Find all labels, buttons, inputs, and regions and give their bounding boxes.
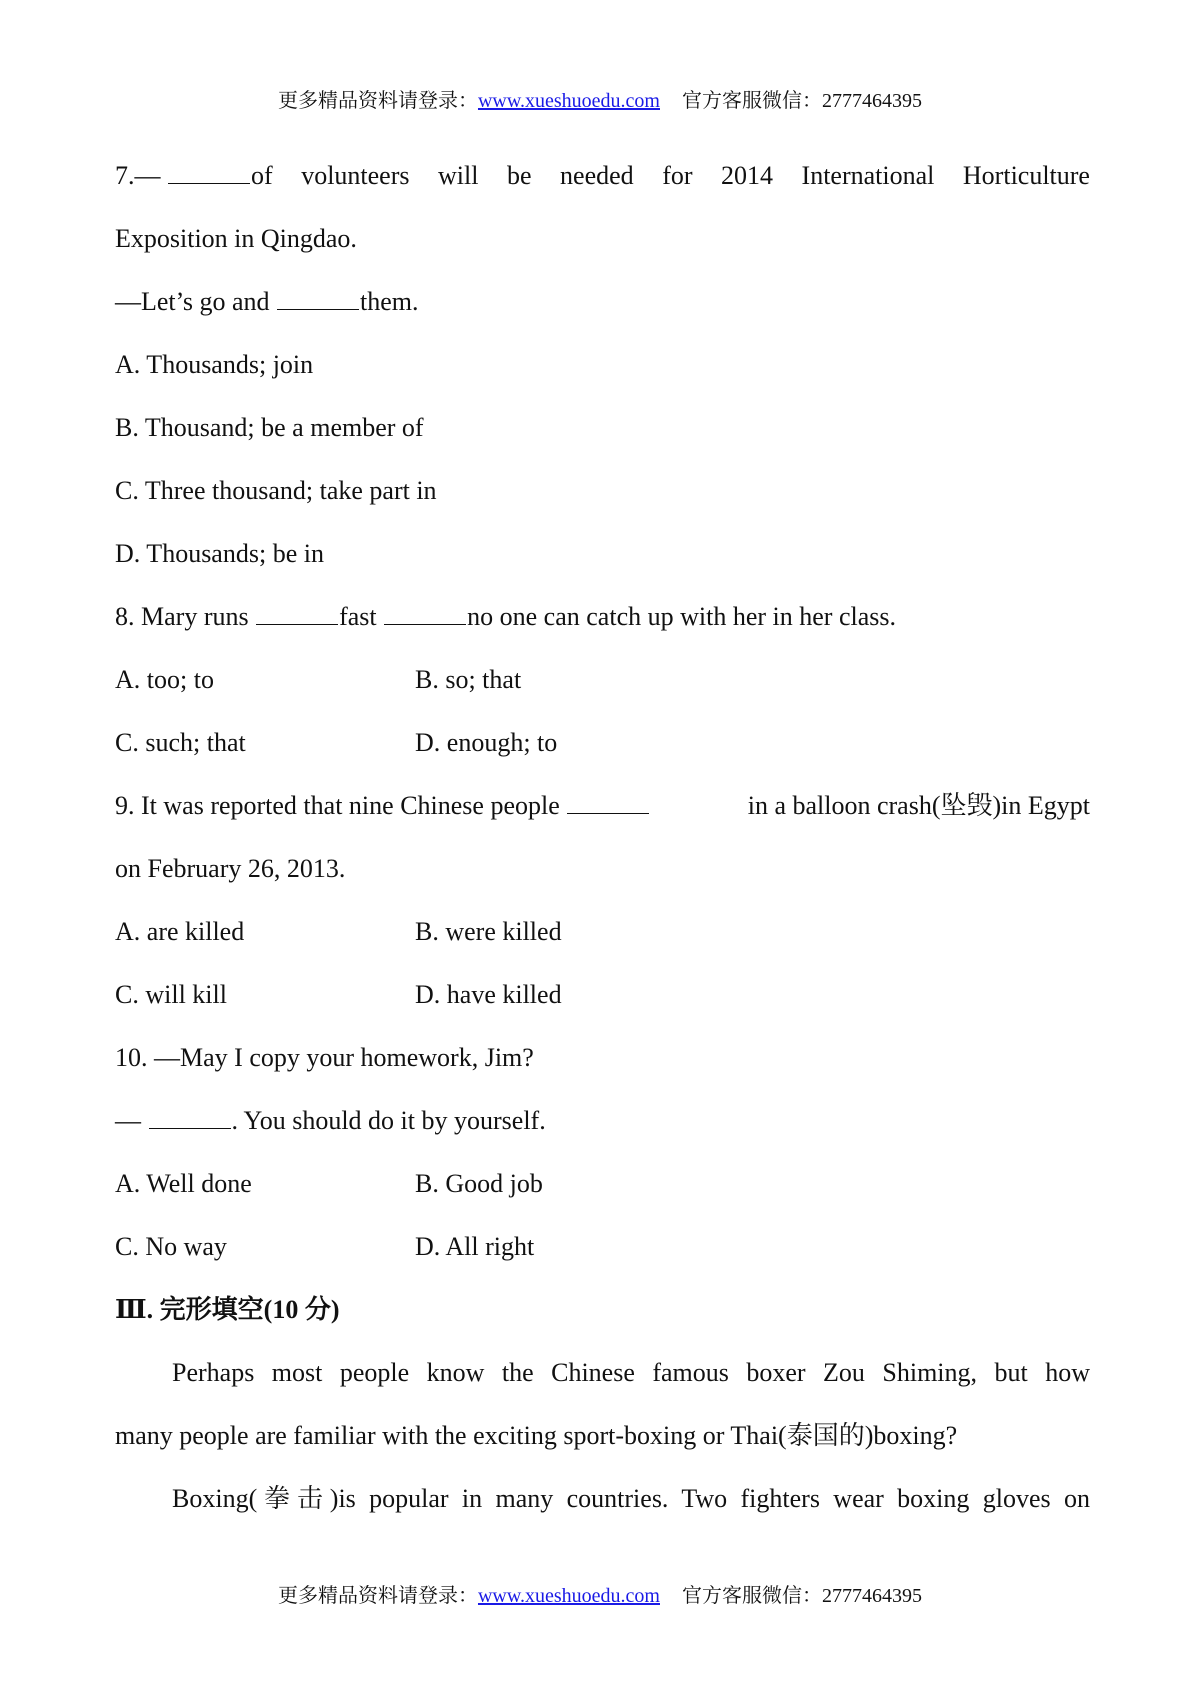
q7-word: Horticulture xyxy=(962,161,1090,190)
q7-word: be xyxy=(506,161,532,190)
header-prefix: 更多精品资料请登录： xyxy=(277,90,478,112)
q8-option-d: D. enough; to xyxy=(415,728,558,757)
passage-p2-line1: Boxing(拳击)is popular in many countries. Two fighters wear boxing gloves on xyxy=(172,1484,1090,1513)
q7-option-d: D. Thousands; be in xyxy=(115,539,324,568)
q8-stem: 8. Mary runs fast no one can catch up with her in her class. xyxy=(115,602,896,631)
q7-line1 xyxy=(115,158,1090,194)
q7-word: International xyxy=(801,161,935,190)
q10-option-d: D. All right xyxy=(415,1232,535,1261)
footer-link[interactable]: www.xueshuoedu.com xyxy=(477,1585,660,1607)
header-link[interactable]: www.xueshuoedu.com xyxy=(477,90,660,112)
q8-options-row1 xyxy=(115,662,1090,698)
q9-stem: 9. It was reported that nine Chinese people in a balloon crash(坠毁)in Egypt xyxy=(115,791,1090,820)
q10-line1: 10. —May I copy your homework, Jim? xyxy=(115,1043,534,1072)
passage-p1-line2: many people are familiar with the exciting sport-boxing or Thai(泰国的)boxing? xyxy=(115,1421,958,1450)
section-title: Ⅲ. 完形填空(10 分) xyxy=(115,1295,340,1324)
header-service: 官方客服微信：2777464395 xyxy=(682,90,922,112)
q8-option-b: B. so; that xyxy=(415,665,522,694)
passage-p1-line1: Perhaps most people know the Chinese famous boxer Zou Shiming, but how xyxy=(172,1358,1090,1387)
q9-options-row2 xyxy=(115,977,1090,1013)
page-header xyxy=(0,87,1200,115)
q8-option-a: A. too; to xyxy=(115,665,214,694)
q8-options-row2 xyxy=(115,725,1090,761)
footer-prefix: 更多精品资料请登录： xyxy=(277,1585,478,1607)
q8-option-c: C. such; that xyxy=(115,728,246,757)
answer-blank xyxy=(567,791,649,814)
q10-option-c: C. No way xyxy=(115,1232,227,1261)
q7-line2: Exposition in Qingdao. xyxy=(115,224,357,253)
q10-options-row1 xyxy=(115,1166,1090,1202)
q10-option-a: A. Well done xyxy=(115,1169,252,1198)
q9-option-c: C. will kill xyxy=(115,980,227,1009)
q7-word: 7.— of xyxy=(115,161,273,190)
page-footer xyxy=(0,1582,1200,1610)
q9-option-a: A. are killed xyxy=(115,917,245,946)
q7-option-c: C. Three thousand; take part in xyxy=(115,476,437,505)
q7-word: volunteers xyxy=(301,161,410,190)
q10-option-b: B. Good job xyxy=(415,1169,543,1198)
q10-options-row2 xyxy=(115,1229,1090,1265)
answer-blank xyxy=(384,602,466,625)
answer-blank xyxy=(168,161,250,184)
q9-option-b: B. were killed xyxy=(415,917,562,946)
q9-options-row1 xyxy=(115,914,1090,950)
q7-word: 2014 xyxy=(721,161,774,190)
answer-blank xyxy=(149,1106,231,1129)
q9-option-d: D. have killed xyxy=(415,980,562,1009)
q9-line2: on February 26, 2013. xyxy=(115,854,346,883)
q7-option-b: B. Thousand; be a member of xyxy=(115,413,424,442)
q7-option-a: A. Thousands; join xyxy=(115,350,314,379)
answer-blank xyxy=(277,287,359,310)
answer-blank xyxy=(256,602,338,625)
q7-line3: —Let’s go and them. xyxy=(115,287,419,316)
q7-word: for xyxy=(662,161,693,190)
q10-line2: — . You should do it by yourself. xyxy=(115,1106,546,1135)
q7-word: will xyxy=(438,161,479,190)
q7-word: needed xyxy=(560,161,634,190)
footer-service: 官方客服微信：2777464395 xyxy=(682,1585,922,1607)
